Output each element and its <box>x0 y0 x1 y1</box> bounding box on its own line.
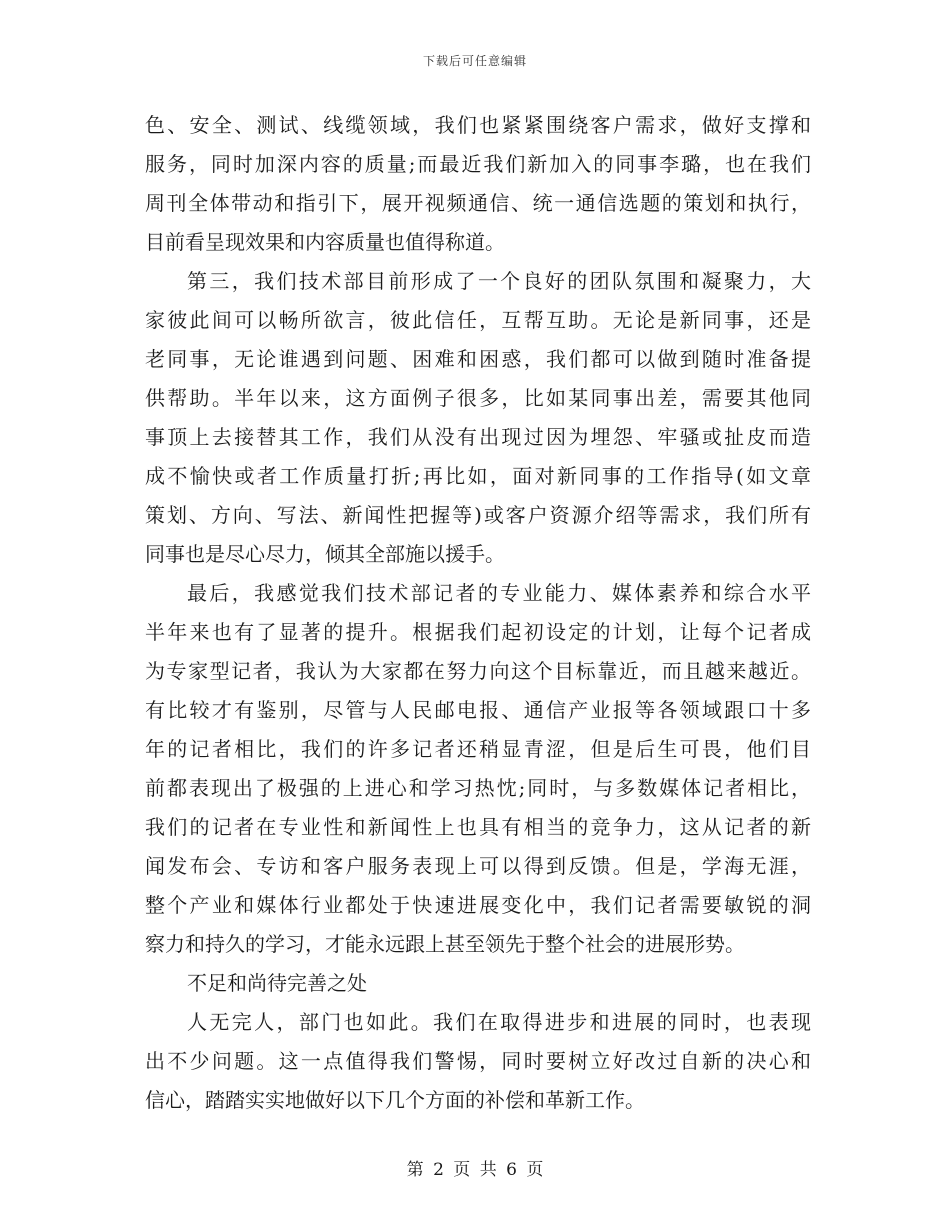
text-line: 色、安全、测试、线缆领域，我们也紧紧围绕客户需求，做好支撑和 <box>145 113 811 137</box>
text-line: 服务，同时加深内容的质量;而最近我们新加入的同事李璐，也在我们 <box>145 152 811 176</box>
text-line: 整个产业和媒体行业都处于快速进展变化中，我们记者需要敏锐的洞 <box>145 893 811 917</box>
paragraph-p4 <box>145 964 811 1003</box>
text-line: 同事也是尽心尽力，倾其全部施以援手。 <box>145 542 505 566</box>
text-line: 年的记者相比，我们的许多记者还稍显青涩，但是后生可畏，他们目 <box>145 737 811 761</box>
text-line: 人无完人，部门也如此。我们在取得进步和进展的同时，也表现 <box>187 1010 811 1034</box>
text-line: 老同事，无论谁遇到问题、困难和困惑，我们都可以做到随时准备提 <box>145 347 811 371</box>
text-line: 不足和尚待完善之处 <box>187 971 367 995</box>
text-line: 最后，我感觉我们技术部记者的专业能力、媒体素养和综合水平 <box>187 581 811 605</box>
paragraph-p5 <box>145 1003 811 1120</box>
document-body <box>145 106 811 1120</box>
text-line: 供帮助。半年以来，这方面例子很多，比如某同事出差，需要其他同 <box>145 386 811 410</box>
text-line: 家彼此间可以畅所欲言，彼此信任，互帮互助。无论是新同事，还是 <box>145 308 811 332</box>
text-line: 有比较才有鉴别，尽管与人民邮电报、通信产业报等各领域跟口十多 <box>145 698 811 722</box>
text-line: 我们的记者在专业性和新闻性上也具有相当的竞争力，这从记者的新 <box>145 815 811 839</box>
paragraph-p2 <box>145 262 811 574</box>
text-line: 为专家型记者，我认为大家都在努力向这个目标靠近，而且越来越近。 <box>145 659 811 683</box>
page-header-note: 下载后可任意编辑 <box>422 54 527 68</box>
text-line: 察力和持久的学习，才能永远跟上甚至领先于整个社会的进展形势。 <box>145 932 745 956</box>
text-line: 策划、方向、写法、新闻性把握等)或客户资源介绍等需求，我们所有 <box>145 503 811 527</box>
text-line: 第三，我们技术部目前形成了一个良好的团队氛围和凝聚力，大 <box>187 269 811 293</box>
paragraph-p1 <box>145 106 811 262</box>
text-line: 前都表现出了极强的上进心和学习热忱;同时，与多数媒体记者相比， <box>145 776 811 800</box>
text-line: 成不愉快或者工作质量打折;再比如，面对新同事的工作指导(如文章 <box>145 464 811 488</box>
paragraph-p3 <box>145 574 811 964</box>
text-line: 半年来也有了显著的提升。根据我们起初设定的计划，让每个记者成 <box>145 620 811 644</box>
text-line: 周刊全体带动和指引下，展开视频通信、统一通信选题的策划和执行， <box>145 191 811 215</box>
text-line: 事顶上去接替其工作，我们从没有出现过因为埋怨、牢骚或扯皮而造 <box>145 425 811 449</box>
text-line: 目前看呈现效果和内容质量也值得称道。 <box>145 230 505 254</box>
text-line: 闻发布会、专访和客户服务表现上可以得到反馈。但是，学海无涯， <box>145 854 811 878</box>
page-number-footer: 第 2 页 共 6 页 <box>406 1160 544 1180</box>
text-line: 信心，踏踏实实地做好以下几个方面的补偿和革新工作。 <box>145 1088 645 1112</box>
text-line: 出不少问题。这一点值得我们警惕，同时要树立好改过自新的决心和 <box>145 1049 811 1073</box>
